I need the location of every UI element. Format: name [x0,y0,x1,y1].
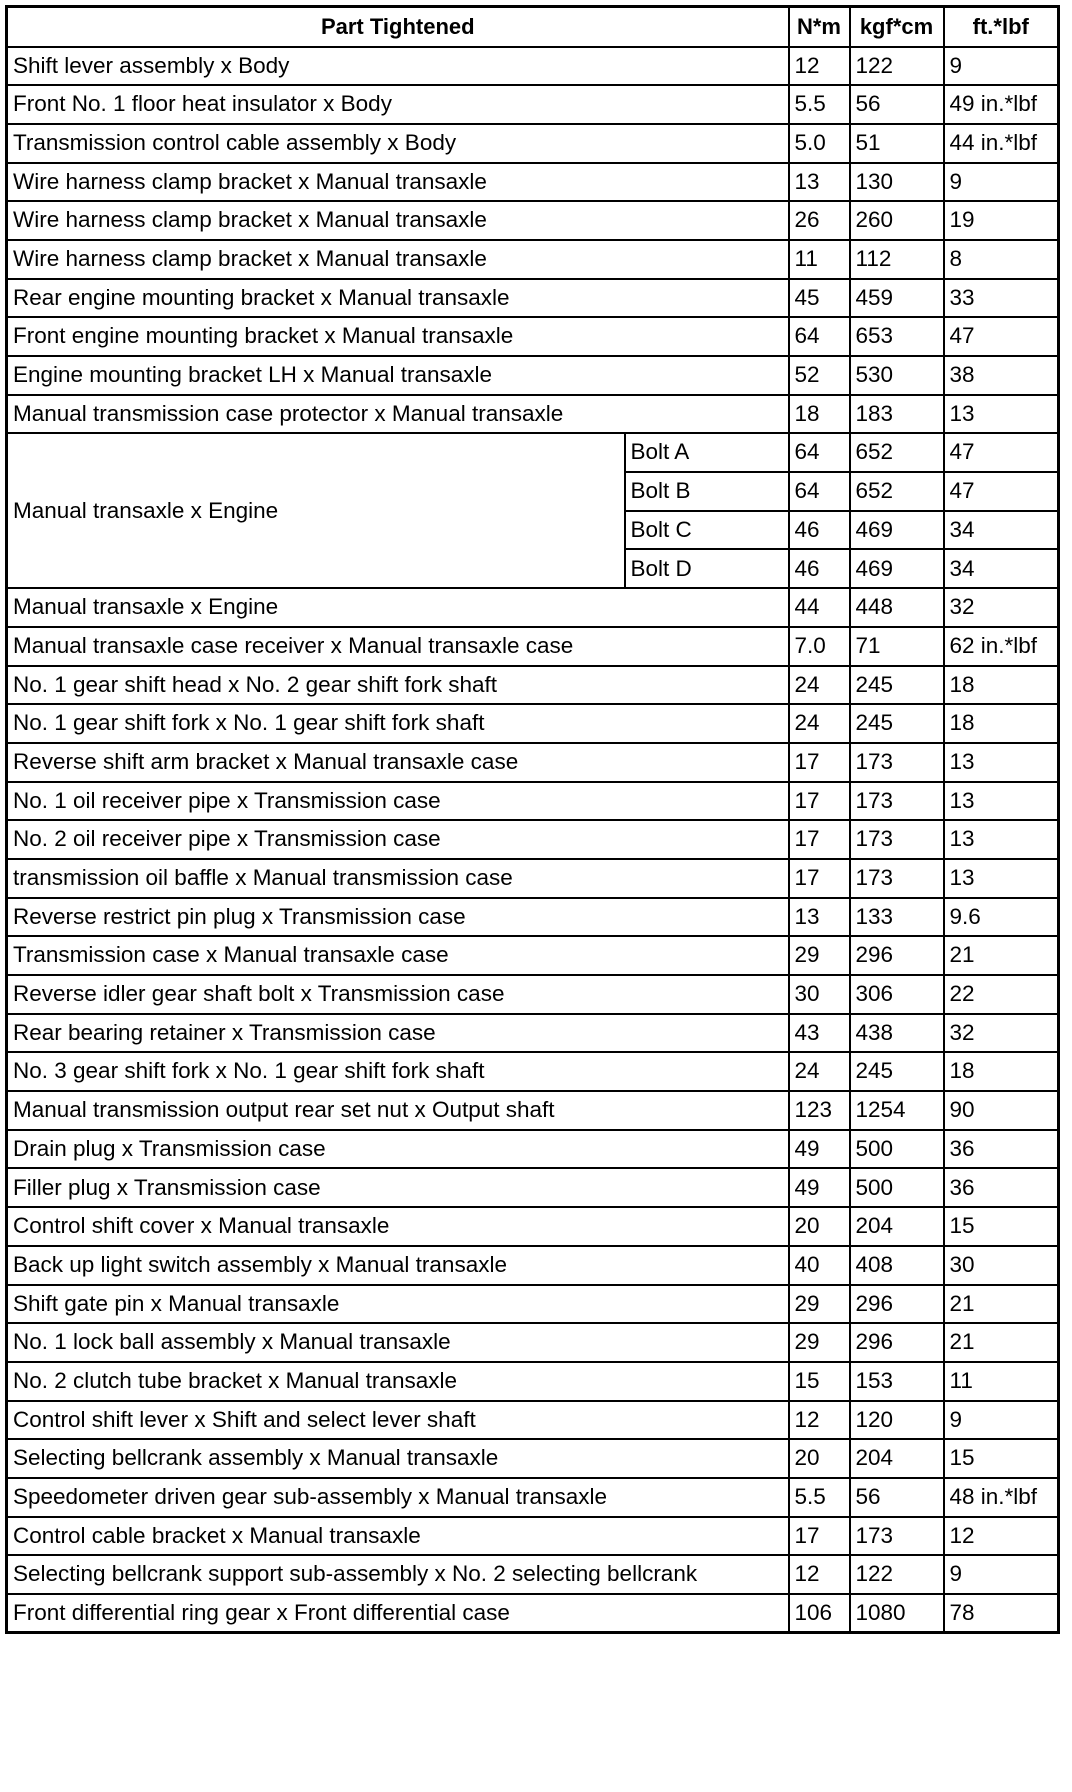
nm-cell: 12 [789,47,850,86]
nm-cell: 11 [789,240,850,279]
nm-cell: 26 [789,201,850,240]
nm-cell: 30 [789,975,850,1014]
ft-cell: 8 [944,240,1059,279]
ft-cell: 15 [944,1207,1059,1246]
ft-cell: 32 [944,588,1059,627]
torque-spec-table [5,5,1060,1634]
kgf-cell: 500 [850,1168,944,1207]
kgf-cell: 652 [850,433,944,472]
kgf-cell: 1080 [850,1594,944,1633]
kgf-cell: 500 [850,1130,944,1169]
kgf-cell: 296 [850,936,944,975]
nm-cell: 29 [789,1285,850,1324]
table-row [7,588,1059,627]
table-row [7,1014,1059,1053]
part-cell: No. 2 clutch tube bracket x Manual transaxle [7,1362,789,1401]
table-row [7,898,1059,937]
ft-cell: 13 [944,743,1059,782]
nm-cell: 17 [789,743,850,782]
nm-cell: 17 [789,820,850,859]
nm-cell: 20 [789,1439,850,1478]
nm-cell: 24 [789,1052,850,1091]
part-cell: Control shift cover x Manual transaxle [7,1207,789,1246]
ft-cell: 49 in.*lbf [944,85,1059,124]
kgf-cell: 112 [850,240,944,279]
part-cell: Front engine mounting bracket x Manual transaxle [7,317,789,356]
nm-cell: 49 [789,1168,850,1207]
header-kgf-cm: kgf*cm [850,7,944,47]
nm-cell: 17 [789,1517,850,1556]
nm-cell: 52 [789,356,850,395]
nm-cell: 45 [789,279,850,318]
kgf-cell: 260 [850,201,944,240]
kgf-cell: 245 [850,666,944,705]
nm-cell: 29 [789,1323,850,1362]
ft-cell: 47 [944,472,1059,511]
ft-cell: 36 [944,1130,1059,1169]
kgf-cell: 1254 [850,1091,944,1130]
kgf-cell: 653 [850,317,944,356]
ft-cell: 30 [944,1246,1059,1285]
part-cell: Manual transaxle x Engine [7,433,625,588]
table-row [7,1052,1059,1091]
table-header-row [7,7,1059,47]
table-row [7,936,1059,975]
ft-cell: 9 [944,1401,1059,1440]
kgf-cell: 173 [850,859,944,898]
part-cell: Selecting bellcrank support sub-assembly x No. 2 selecting bellcrank [7,1555,789,1594]
kgf-cell: 173 [850,743,944,782]
table-row [7,627,1059,666]
table-row [7,85,1059,124]
nm-cell: 12 [789,1401,850,1440]
ft-cell: 47 [944,433,1059,472]
ft-cell: 36 [944,1168,1059,1207]
kgf-cell: 71 [850,627,944,666]
kgf-cell: 51 [850,124,944,163]
part-cell: Drain plug x Transmission case [7,1130,789,1169]
ft-cell: 9 [944,47,1059,86]
bolt-cell: Bolt C [625,511,789,550]
part-cell: Reverse idler gear shaft bolt x Transmission case [7,975,789,1014]
nm-cell: 5.5 [789,1478,850,1517]
nm-cell: 24 [789,704,850,743]
table-row [7,1246,1059,1285]
header-nm: N*m [789,7,850,47]
part-cell: No. 3 gear shift fork x No. 1 gear shift fork shaft [7,1052,789,1091]
kgf-cell: 183 [850,395,944,434]
nm-cell: 46 [789,511,850,550]
ft-cell: 34 [944,511,1059,550]
kgf-cell: 530 [850,356,944,395]
part-cell: transmission oil baffle x Manual transmission case [7,859,789,898]
kgf-cell: 408 [850,1246,944,1285]
part-cell: Speedometer driven gear sub-assembly x Manual transaxle [7,1478,789,1517]
ft-cell: 90 [944,1091,1059,1130]
part-cell: Manual transmission case protector x Manual transaxle [7,395,789,434]
kgf-cell: 296 [850,1285,944,1324]
table-row [7,1168,1059,1207]
table-row [7,433,1059,472]
nm-cell: 40 [789,1246,850,1285]
ft-cell: 19 [944,201,1059,240]
part-cell: Back up light switch assembly x Manual transaxle [7,1246,789,1285]
ft-cell: 48 in.*lbf [944,1478,1059,1517]
part-cell: Selecting bellcrank assembly x Manual transaxle [7,1439,789,1478]
table-row [7,1517,1059,1556]
nm-cell: 17 [789,859,850,898]
table-row [7,1091,1059,1130]
nm-cell: 46 [789,549,850,588]
part-cell: Reverse shift arm bracket x Manual transaxle case [7,743,789,782]
table-row [7,1555,1059,1594]
part-cell: Shift gate pin x Manual transaxle [7,1285,789,1324]
table-row [7,1401,1059,1440]
ft-cell: 18 [944,1052,1059,1091]
ft-cell: 21 [944,1323,1059,1362]
part-cell: No. 1 gear shift fork x No. 1 gear shift fork shaft [7,704,789,743]
table-row [7,240,1059,279]
ft-cell: 13 [944,859,1059,898]
part-cell: Reverse restrict pin plug x Transmission case [7,898,789,937]
ft-cell: 62 in.*lbf [944,627,1059,666]
part-cell: Manual transaxle x Engine [7,588,789,627]
kgf-cell: 120 [850,1401,944,1440]
table-row [7,666,1059,705]
nm-cell: 24 [789,666,850,705]
ft-cell: 38 [944,356,1059,395]
table-row [7,1478,1059,1517]
kgf-cell: 122 [850,47,944,86]
part-cell: Manual transmission output rear set nut x Output shaft [7,1091,789,1130]
part-cell: Transmission case x Manual transaxle case [7,936,789,975]
part-cell: No. 1 gear shift head x No. 2 gear shift fork shaft [7,666,789,705]
nm-cell: 106 [789,1594,850,1633]
ft-cell: 18 [944,666,1059,705]
table-row [7,163,1059,202]
nm-cell: 44 [789,588,850,627]
nm-cell: 64 [789,472,850,511]
part-cell: No. 1 lock ball assembly x Manual transaxle [7,1323,789,1362]
ft-cell: 13 [944,820,1059,859]
table-row [7,356,1059,395]
ft-cell: 11 [944,1362,1059,1401]
part-cell: Rear bearing retainer x Transmission case [7,1014,789,1053]
ft-cell: 44 in.*lbf [944,124,1059,163]
kgf-cell: 122 [850,1555,944,1594]
table-row [7,975,1059,1014]
part-cell: Front differential ring gear x Front differential case [7,1594,789,1633]
part-cell: Transmission control cable assembly x Body [7,124,789,163]
table-row [7,201,1059,240]
bolt-cell: Bolt A [625,433,789,472]
ft-cell: 13 [944,395,1059,434]
ft-cell: 18 [944,704,1059,743]
nm-cell: 18 [789,395,850,434]
part-cell: Wire harness clamp bracket x Manual transaxle [7,163,789,202]
table-row [7,317,1059,356]
kgf-cell: 153 [850,1362,944,1401]
table-row [7,782,1059,821]
table-row [7,1285,1059,1324]
table-row [7,1130,1059,1169]
nm-cell: 15 [789,1362,850,1401]
ft-cell: 15 [944,1439,1059,1478]
header-ft-lbf: ft.*lbf [944,7,1059,47]
kgf-cell: 56 [850,85,944,124]
part-cell: Engine mounting bracket LH x Manual transaxle [7,356,789,395]
table-row [7,279,1059,318]
part-cell: Manual transaxle case receiver x Manual transaxle case [7,627,789,666]
ft-cell: 33 [944,279,1059,318]
kgf-cell: 56 [850,1478,944,1517]
nm-cell: 12 [789,1555,850,1594]
part-cell: Wire harness clamp bracket x Manual transaxle [7,240,789,279]
part-cell: Control cable bracket x Manual transaxle [7,1517,789,1556]
part-cell: Filler plug x Transmission case [7,1168,789,1207]
nm-cell: 13 [789,163,850,202]
ft-cell: 9.6 [944,898,1059,937]
table-row [7,743,1059,782]
kgf-cell: 245 [850,704,944,743]
table-row [7,1594,1059,1633]
kgf-cell: 130 [850,163,944,202]
ft-cell: 13 [944,782,1059,821]
kgf-cell: 204 [850,1207,944,1246]
nm-cell: 64 [789,433,850,472]
kgf-cell: 133 [850,898,944,937]
table-row [7,820,1059,859]
kgf-cell: 459 [850,279,944,318]
kgf-cell: 245 [850,1052,944,1091]
table-row [7,124,1059,163]
kgf-cell: 306 [850,975,944,1014]
part-cell: No. 2 oil receiver pipe x Transmission case [7,820,789,859]
ft-cell: 21 [944,1285,1059,1324]
nm-cell: 7.0 [789,627,850,666]
ft-cell: 22 [944,975,1059,1014]
ft-cell: 47 [944,317,1059,356]
nm-cell: 123 [789,1091,850,1130]
nm-cell: 64 [789,317,850,356]
table-row [7,859,1059,898]
kgf-cell: 173 [850,820,944,859]
table-row [7,704,1059,743]
kgf-cell: 469 [850,511,944,550]
nm-cell: 20 [789,1207,850,1246]
nm-cell: 29 [789,936,850,975]
nm-cell: 5.5 [789,85,850,124]
kgf-cell: 652 [850,472,944,511]
nm-cell: 49 [789,1130,850,1169]
part-cell: Shift lever assembly x Body [7,47,789,86]
part-cell: Wire harness clamp bracket x Manual transaxle [7,201,789,240]
table-row [7,47,1059,86]
kgf-cell: 204 [850,1439,944,1478]
ft-cell: 34 [944,549,1059,588]
kgf-cell: 469 [850,549,944,588]
kgf-cell: 173 [850,782,944,821]
part-cell: No. 1 oil receiver pipe x Transmission case [7,782,789,821]
ft-cell: 78 [944,1594,1059,1633]
ft-cell: 9 [944,1555,1059,1594]
part-cell: Front No. 1 floor heat insulator x Body [7,85,789,124]
bolt-cell: Bolt B [625,472,789,511]
table-row [7,1323,1059,1362]
ft-cell: 21 [944,936,1059,975]
kgf-cell: 296 [850,1323,944,1362]
ft-cell: 12 [944,1517,1059,1556]
kgf-cell: 448 [850,588,944,627]
table-row [7,1362,1059,1401]
nm-cell: 43 [789,1014,850,1053]
ft-cell: 32 [944,1014,1059,1053]
nm-cell: 5.0 [789,124,850,163]
part-cell: Control shift lever x Shift and select lever shaft [7,1401,789,1440]
kgf-cell: 438 [850,1014,944,1053]
part-cell: Rear engine mounting bracket x Manual transaxle [7,279,789,318]
table-row [7,1207,1059,1246]
ft-cell: 9 [944,163,1059,202]
nm-cell: 13 [789,898,850,937]
nm-cell: 17 [789,782,850,821]
bolt-cell: Bolt D [625,549,789,588]
kgf-cell: 173 [850,1517,944,1556]
table-row [7,395,1059,434]
table-row [7,1439,1059,1478]
header-part-tightened: Part Tightened [7,7,789,47]
